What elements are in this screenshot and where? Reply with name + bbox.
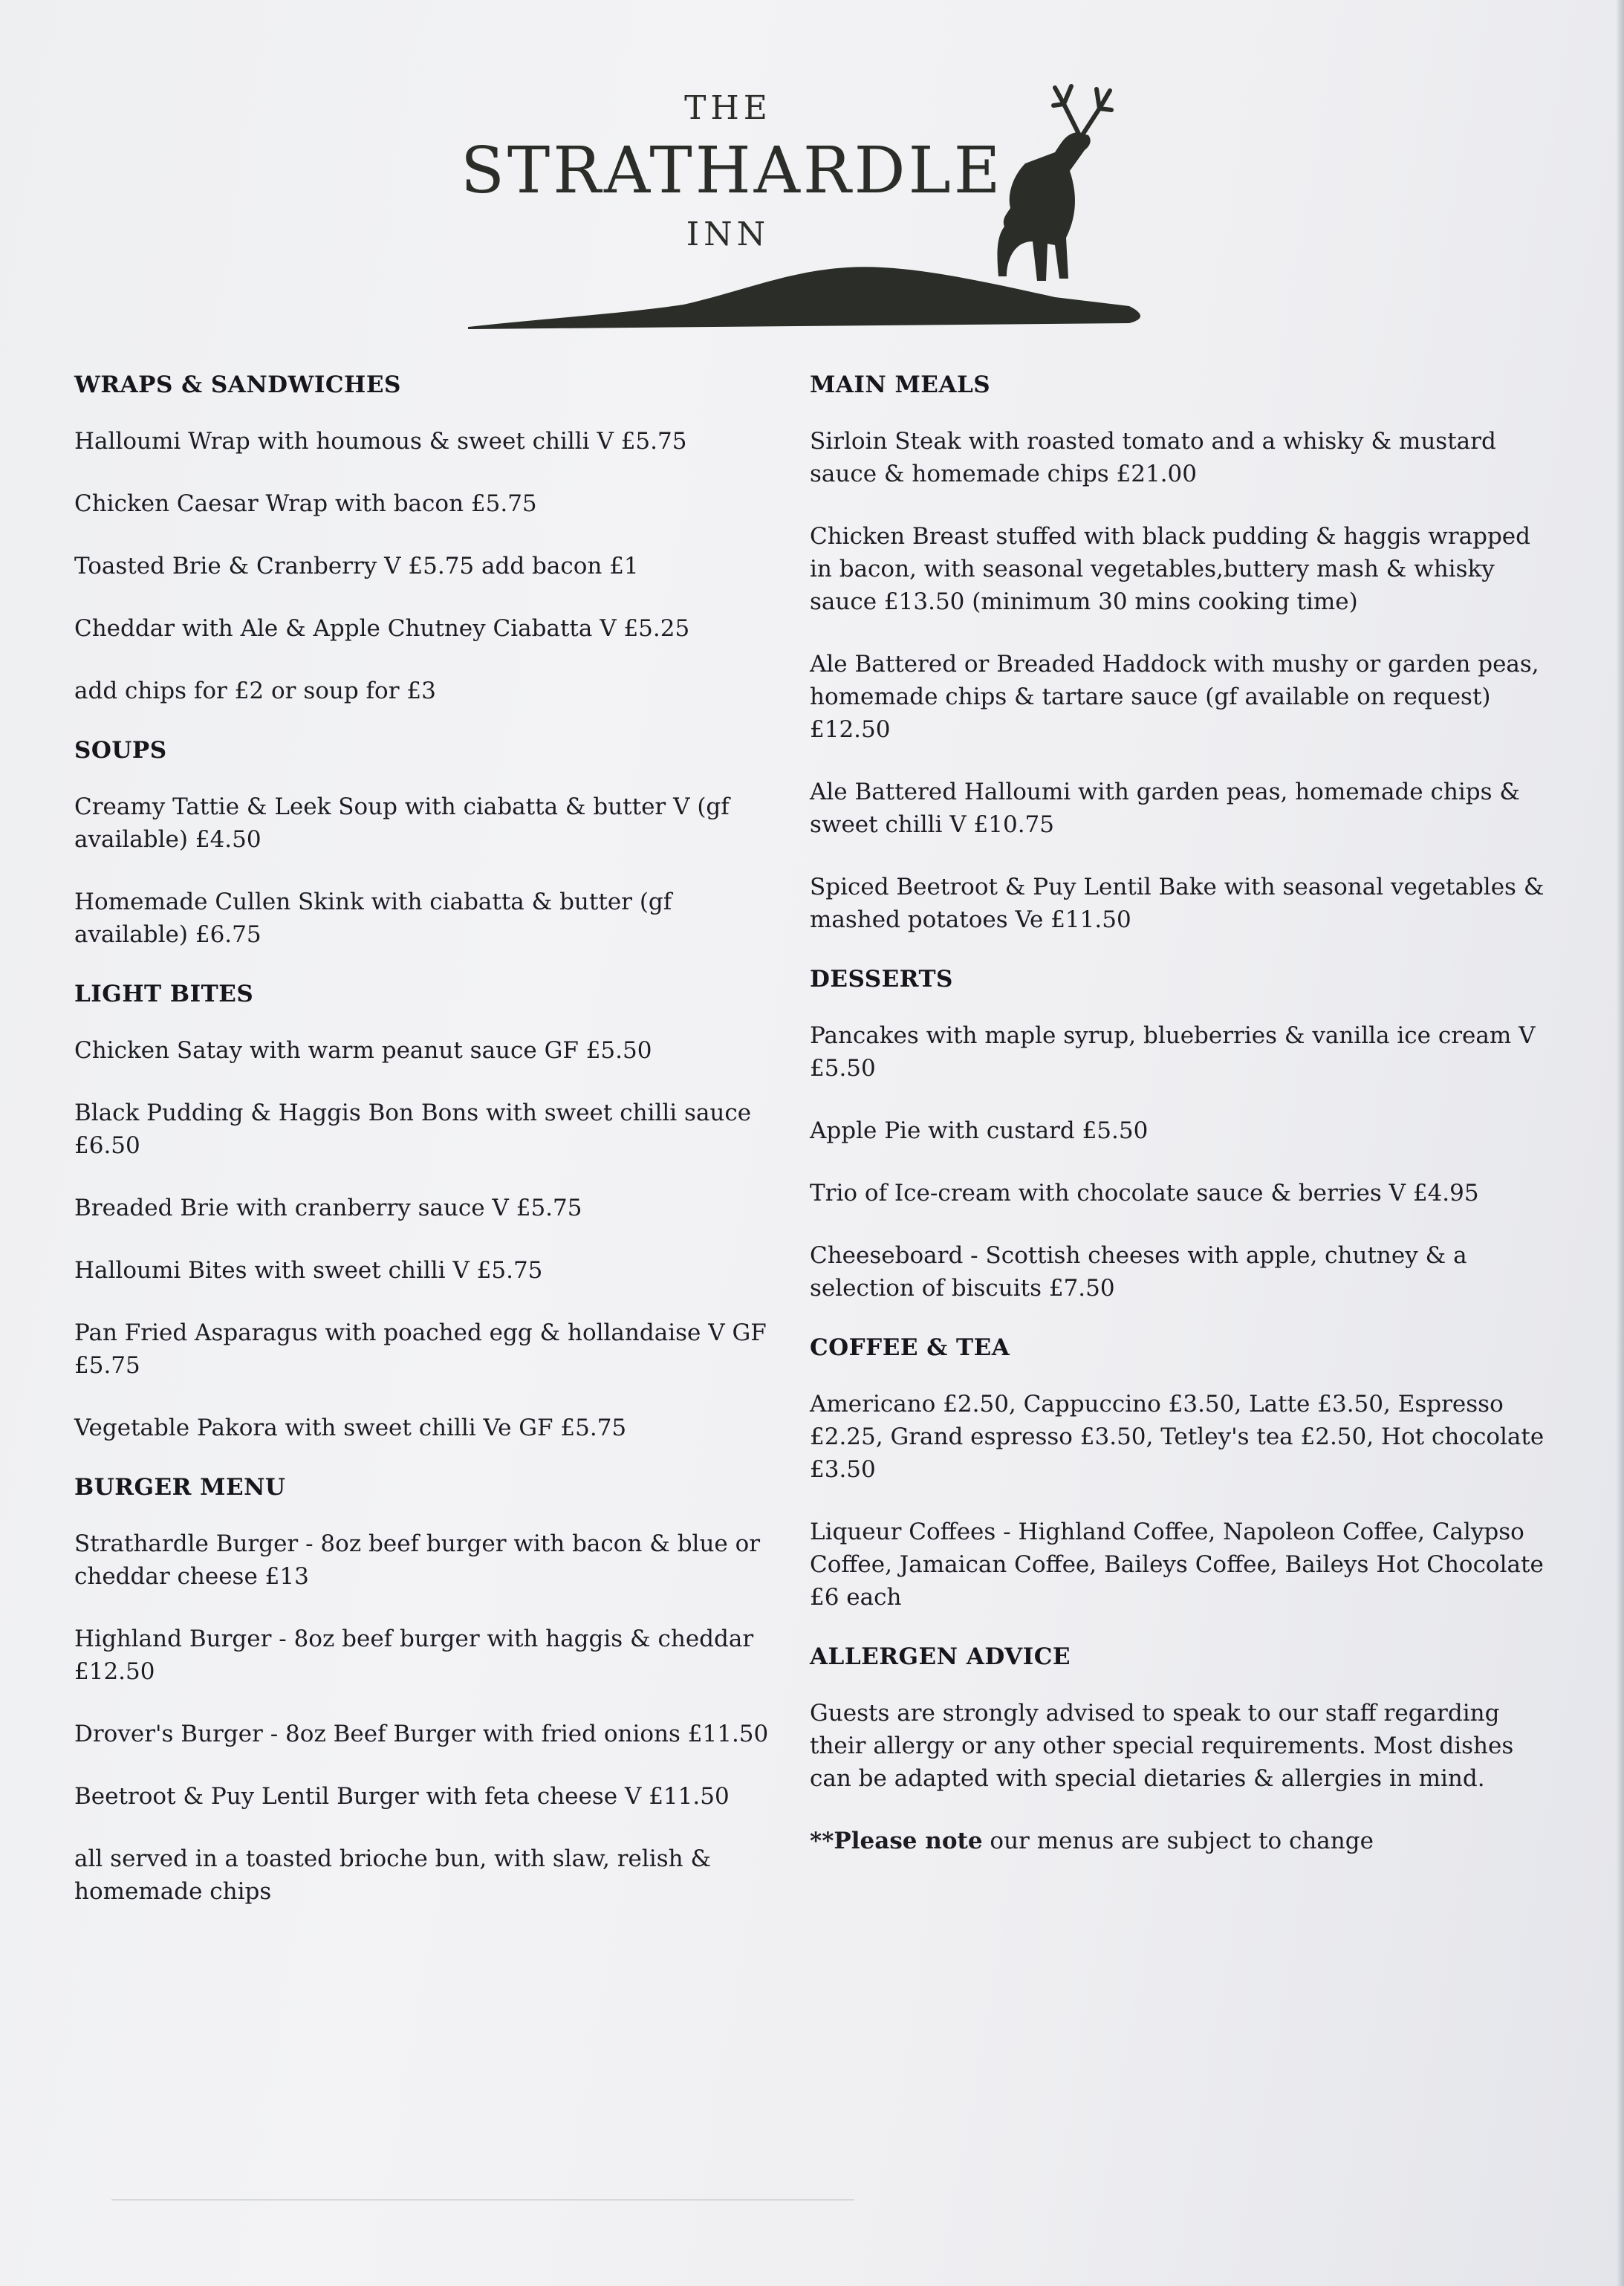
menu-item: Pancakes with maple syrup, blueberries & vanilla ice cream V £5.50 [810, 1022, 1536, 1082]
section-wraps-sandwiches [74, 371, 787, 707]
menu-item: add chips for £2 or soup for £3 [74, 678, 436, 704]
menu-item: Strathardle Burger - 8oz beef burger with bacon & blue or cheddar cheese £13 [74, 1530, 761, 1590]
section-title: DESSERTS [810, 966, 953, 993]
menu-item: Halloumi Bites with sweet chilli V £5.75 [74, 1257, 543, 1284]
menu-item: all served in a toasted brioche bun, with slaw, relish & homemade chips [74, 1845, 712, 1905]
section-title: COFFEE & TEA [810, 1334, 1010, 1361]
menu-item: Toasted Brie & Cranberry V £5.75 add bacon £1 [74, 553, 639, 579]
menu-item: Beetroot & Puy Lentil Burger with feta cheese V £11.50 [74, 1783, 730, 1810]
menu-item: Black Pudding & Haggis Bon Bons with sweet chilli sauce £6.50 [74, 1100, 752, 1159]
section-title: WRAPS & SANDWICHES [74, 371, 401, 398]
section-desserts [810, 966, 1553, 1305]
menu-item: Highland Burger - 8oz beef burger with haggis & cheddar £12.50 [74, 1626, 754, 1685]
logo-inn: INN [686, 215, 770, 253]
section-allergen-advice [810, 1643, 1553, 1795]
menu-item: Chicken Satay with warm peanut sauce GF £5.50 [74, 1037, 652, 1064]
section-title: ALLERGEN ADVICE [810, 1643, 1071, 1670]
menu-item: Americano £2.50, Cappuccino £3.50, Latte £3.50, Espresso £2.25, Grand espresso £3.50, Tetley's tea £2.50, Hot chocolate £3.50 [810, 1391, 1545, 1483]
menu-item: Apple Pie with custard £5.50 [810, 1117, 1149, 1144]
menu-item: Cheddar with Ale & Apple Chutney Ciabatta V £5.25 [74, 615, 690, 642]
section-main-meals [810, 371, 1553, 936]
menu-item: Homemade Cullen Skink with ciabatta & butter (gf available) £6.75 [74, 889, 672, 948]
allergen-text: Guests are strongly advised to speak to our staff regarding their allergy or any other special requirements. Most dishes can be adapted with special dietaries & allergies in mind. [810, 1700, 1514, 1792]
menu-item: Cheeseboard - Scottish cheeses with apple, chutney & a selection of biscuits £7.50 [810, 1242, 1467, 1302]
menu-item: Trio of Ice-cream with chocolate sauce & berries V £4.95 [810, 1180, 1479, 1207]
logo-the: THE [684, 89, 772, 127]
menu-item: Halloumi Wrap with houmous & sweet chilli V £5.75 [74, 428, 687, 455]
menu-item: Sirloin Steak with roasted tomato and a whisky & mustard sauce & homemade chips £21.00 [810, 428, 1496, 487]
logo-name: STRATHARDLE [461, 134, 1004, 208]
menu-change-notice [810, 1825, 1553, 1857]
section-coffee-tea [810, 1334, 1553, 1614]
menu-item: Creamy Tattie & Leek Soup with ciabatta & butter V (gf available) £4.50 [74, 793, 730, 853]
menu-item: Breaded Brie with cranberry sauce V £5.75 [74, 1195, 582, 1221]
section-burger-menu [74, 1474, 787, 1908]
section-title: LIGHT BITES [74, 981, 254, 1007]
section-light-bites [74, 981, 787, 1444]
stag-hill-logo-icon [461, 82, 1144, 334]
paper-edge [1617, 0, 1624, 2286]
section-title: MAIN MEALS [810, 371, 991, 398]
inn-logo [461, 82, 1144, 334]
show-through-line [111, 2199, 854, 2201]
section-title: SOUPS [74, 737, 167, 764]
menu-item: Vegetable Pakora with sweet chilli Ve GF £5.75 [74, 1415, 627, 1441]
menu-item: Drover's Burger - 8oz Beef Burger with fried onions £11.50 [74, 1721, 769, 1747]
menu-item: Ale Battered or Breaded Haddock with mushy or garden peas, homemade chips & tartare sauce (gf available on request) £12.50 [810, 651, 1539, 743]
menu-item: Ale Battered Halloumi with garden peas, homemade chips & sweet chilli V £10.75 [810, 779, 1520, 838]
notice-bold: **Please note [810, 1828, 983, 1854]
left-column [74, 371, 787, 1938]
right-column [810, 371, 1553, 1857]
menu-item: Chicken Caesar Wrap with bacon £5.75 [74, 490, 537, 517]
notice-text: our menus are subject to change [982, 1828, 1374, 1854]
menu-item: Liqueur Coffees - Highland Coffee, Napoleon Coffee, Calypso Coffee, Jamaican Coffee, Baileys Coffee, Baileys Hot Chocolate £6 each [810, 1519, 1544, 1611]
section-soups [74, 737, 787, 951]
menu-item: Spiced Beetroot & Puy Lentil Bake with seasonal vegetables & mashed potatoes Ve £11.50 [810, 874, 1545, 933]
menu-item: Pan Fried Asparagus with poached egg & hollandaise V GF £5.75 [74, 1319, 767, 1379]
section-title: BURGER MENU [74, 1474, 286, 1501]
menu-item: Chicken Breast stuffed with black pudding & haggis wrapped in bacon, with seasonal vegetables,buttery mash & whisky sauce £13.50 (minimum 30 mins cooking time) [810, 523, 1530, 615]
